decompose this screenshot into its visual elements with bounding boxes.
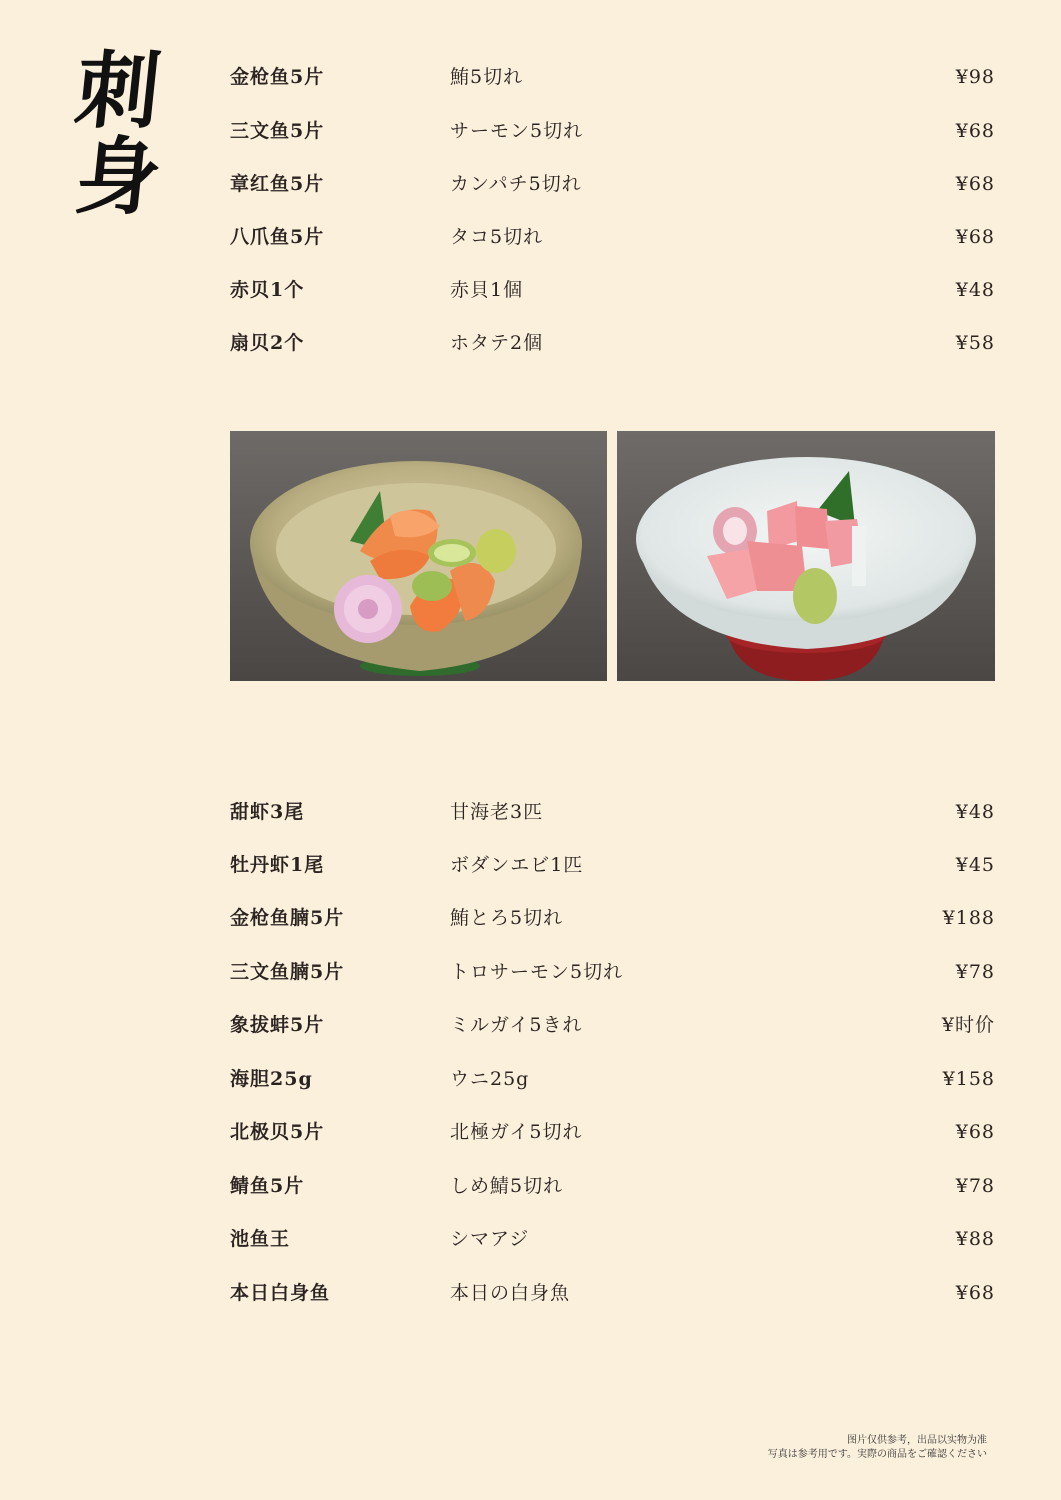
menu-item xyxy=(0,794,1061,830)
item-name-jp: シマアジ xyxy=(450,1228,530,1250)
item-price: ¥48 xyxy=(955,279,995,301)
salmon-sashimi-photo xyxy=(230,431,607,681)
item-price: ¥68 xyxy=(955,226,995,248)
item-price: ¥98 xyxy=(955,66,995,88)
menu-item xyxy=(0,219,1061,255)
item-price: ¥158 xyxy=(942,1068,995,1090)
item-price: ¥68 xyxy=(955,120,995,142)
menu-item xyxy=(0,954,1061,990)
menu-item xyxy=(0,1114,1061,1150)
item-name-cn: 三文鱼腩5片 xyxy=(230,961,345,983)
item-name-jp: ウニ25g xyxy=(450,1068,530,1090)
item-name-cn: 金枪鱼腩5片 xyxy=(230,907,345,929)
item-price: ¥78 xyxy=(955,1175,995,1197)
item-price: ¥68 xyxy=(955,1121,995,1143)
item-name-jp: 甘海老3匹 xyxy=(450,801,544,823)
menu-item xyxy=(0,166,1061,202)
disclaimer-cn: 图片仅供参考，出品以实物为准 xyxy=(847,1435,987,1446)
item-name-jp: ボダンエビ1匹 xyxy=(450,854,584,876)
menu-item xyxy=(0,113,1061,149)
item-name-cn: 池鱼王 xyxy=(230,1228,291,1250)
item-name-cn: 八爪鱼5片 xyxy=(230,226,325,248)
title-char-2: 身 xyxy=(70,127,166,226)
item-name-jp: ミルガイ5きれ xyxy=(450,1014,583,1036)
item-name-jp: サーモン5切れ xyxy=(450,120,584,142)
item-name-cn: 象拔蚌5片 xyxy=(230,1014,325,1036)
item-price: ¥68 xyxy=(955,173,995,195)
item-price: ¥45 xyxy=(955,854,995,876)
menu-item xyxy=(0,1221,1061,1257)
menu-item xyxy=(0,1061,1061,1097)
menu-item xyxy=(0,272,1061,308)
item-price: ¥时价 xyxy=(941,1014,995,1036)
item-name-cn: 金枪鱼5片 xyxy=(230,66,325,88)
item-price: ¥58 xyxy=(955,332,995,354)
item-name-jp: 鮪とろ5切れ xyxy=(450,907,564,929)
menu-item xyxy=(0,847,1061,883)
disclaimer-jp: 写真は参考用です。実際の商品をご確認ください xyxy=(767,1449,987,1460)
menu-item xyxy=(0,900,1061,936)
item-name-cn: 本日白身鱼 xyxy=(230,1282,331,1304)
item-name-cn: 章红鱼5片 xyxy=(230,173,325,195)
menu-item xyxy=(0,1275,1061,1311)
item-name-jp: 本日の白身魚 xyxy=(450,1282,571,1304)
item-price: ¥68 xyxy=(955,1282,995,1304)
item-name-cn: 三文鱼5片 xyxy=(230,120,325,142)
item-name-jp: タコ5切れ xyxy=(450,226,544,248)
menu-item xyxy=(0,59,1061,95)
item-name-cn: 北极贝5片 xyxy=(230,1121,325,1143)
item-name-jp: 鮪5切れ xyxy=(450,66,524,88)
item-name-cn: 海胆25g xyxy=(230,1068,313,1090)
item-name-jp: ホタテ2個 xyxy=(450,332,544,354)
item-name-cn: 甜虾3尾 xyxy=(230,801,305,823)
menu-item xyxy=(0,325,1061,361)
title-char-1: 刺 xyxy=(70,41,166,140)
item-name-jp: しめ鯖5切れ xyxy=(450,1175,564,1197)
item-name-jp: 北極ガイ5切れ xyxy=(450,1121,583,1143)
item-name-jp: トロサーモン5切れ xyxy=(450,961,624,983)
item-name-cn: 扇贝2个 xyxy=(230,332,305,354)
tuna-sashimi-photo xyxy=(617,431,995,681)
item-name-jp: カンパチ5切れ xyxy=(450,173,582,195)
item-price: ¥188 xyxy=(942,907,995,929)
item-name-cn: 牡丹虾1尾 xyxy=(230,854,325,876)
item-name-cn: 鲭鱼5片 xyxy=(230,1175,305,1197)
menu-item xyxy=(0,1168,1061,1204)
item-name-jp: 赤貝1個 xyxy=(450,279,524,301)
photo-disclaimer xyxy=(768,1434,987,1462)
item-name-cn: 赤贝1个 xyxy=(230,279,305,301)
menu-item xyxy=(0,1007,1061,1043)
item-price: ¥48 xyxy=(955,801,995,823)
item-price: ¥88 xyxy=(955,1228,995,1250)
item-price: ¥78 xyxy=(955,961,995,983)
